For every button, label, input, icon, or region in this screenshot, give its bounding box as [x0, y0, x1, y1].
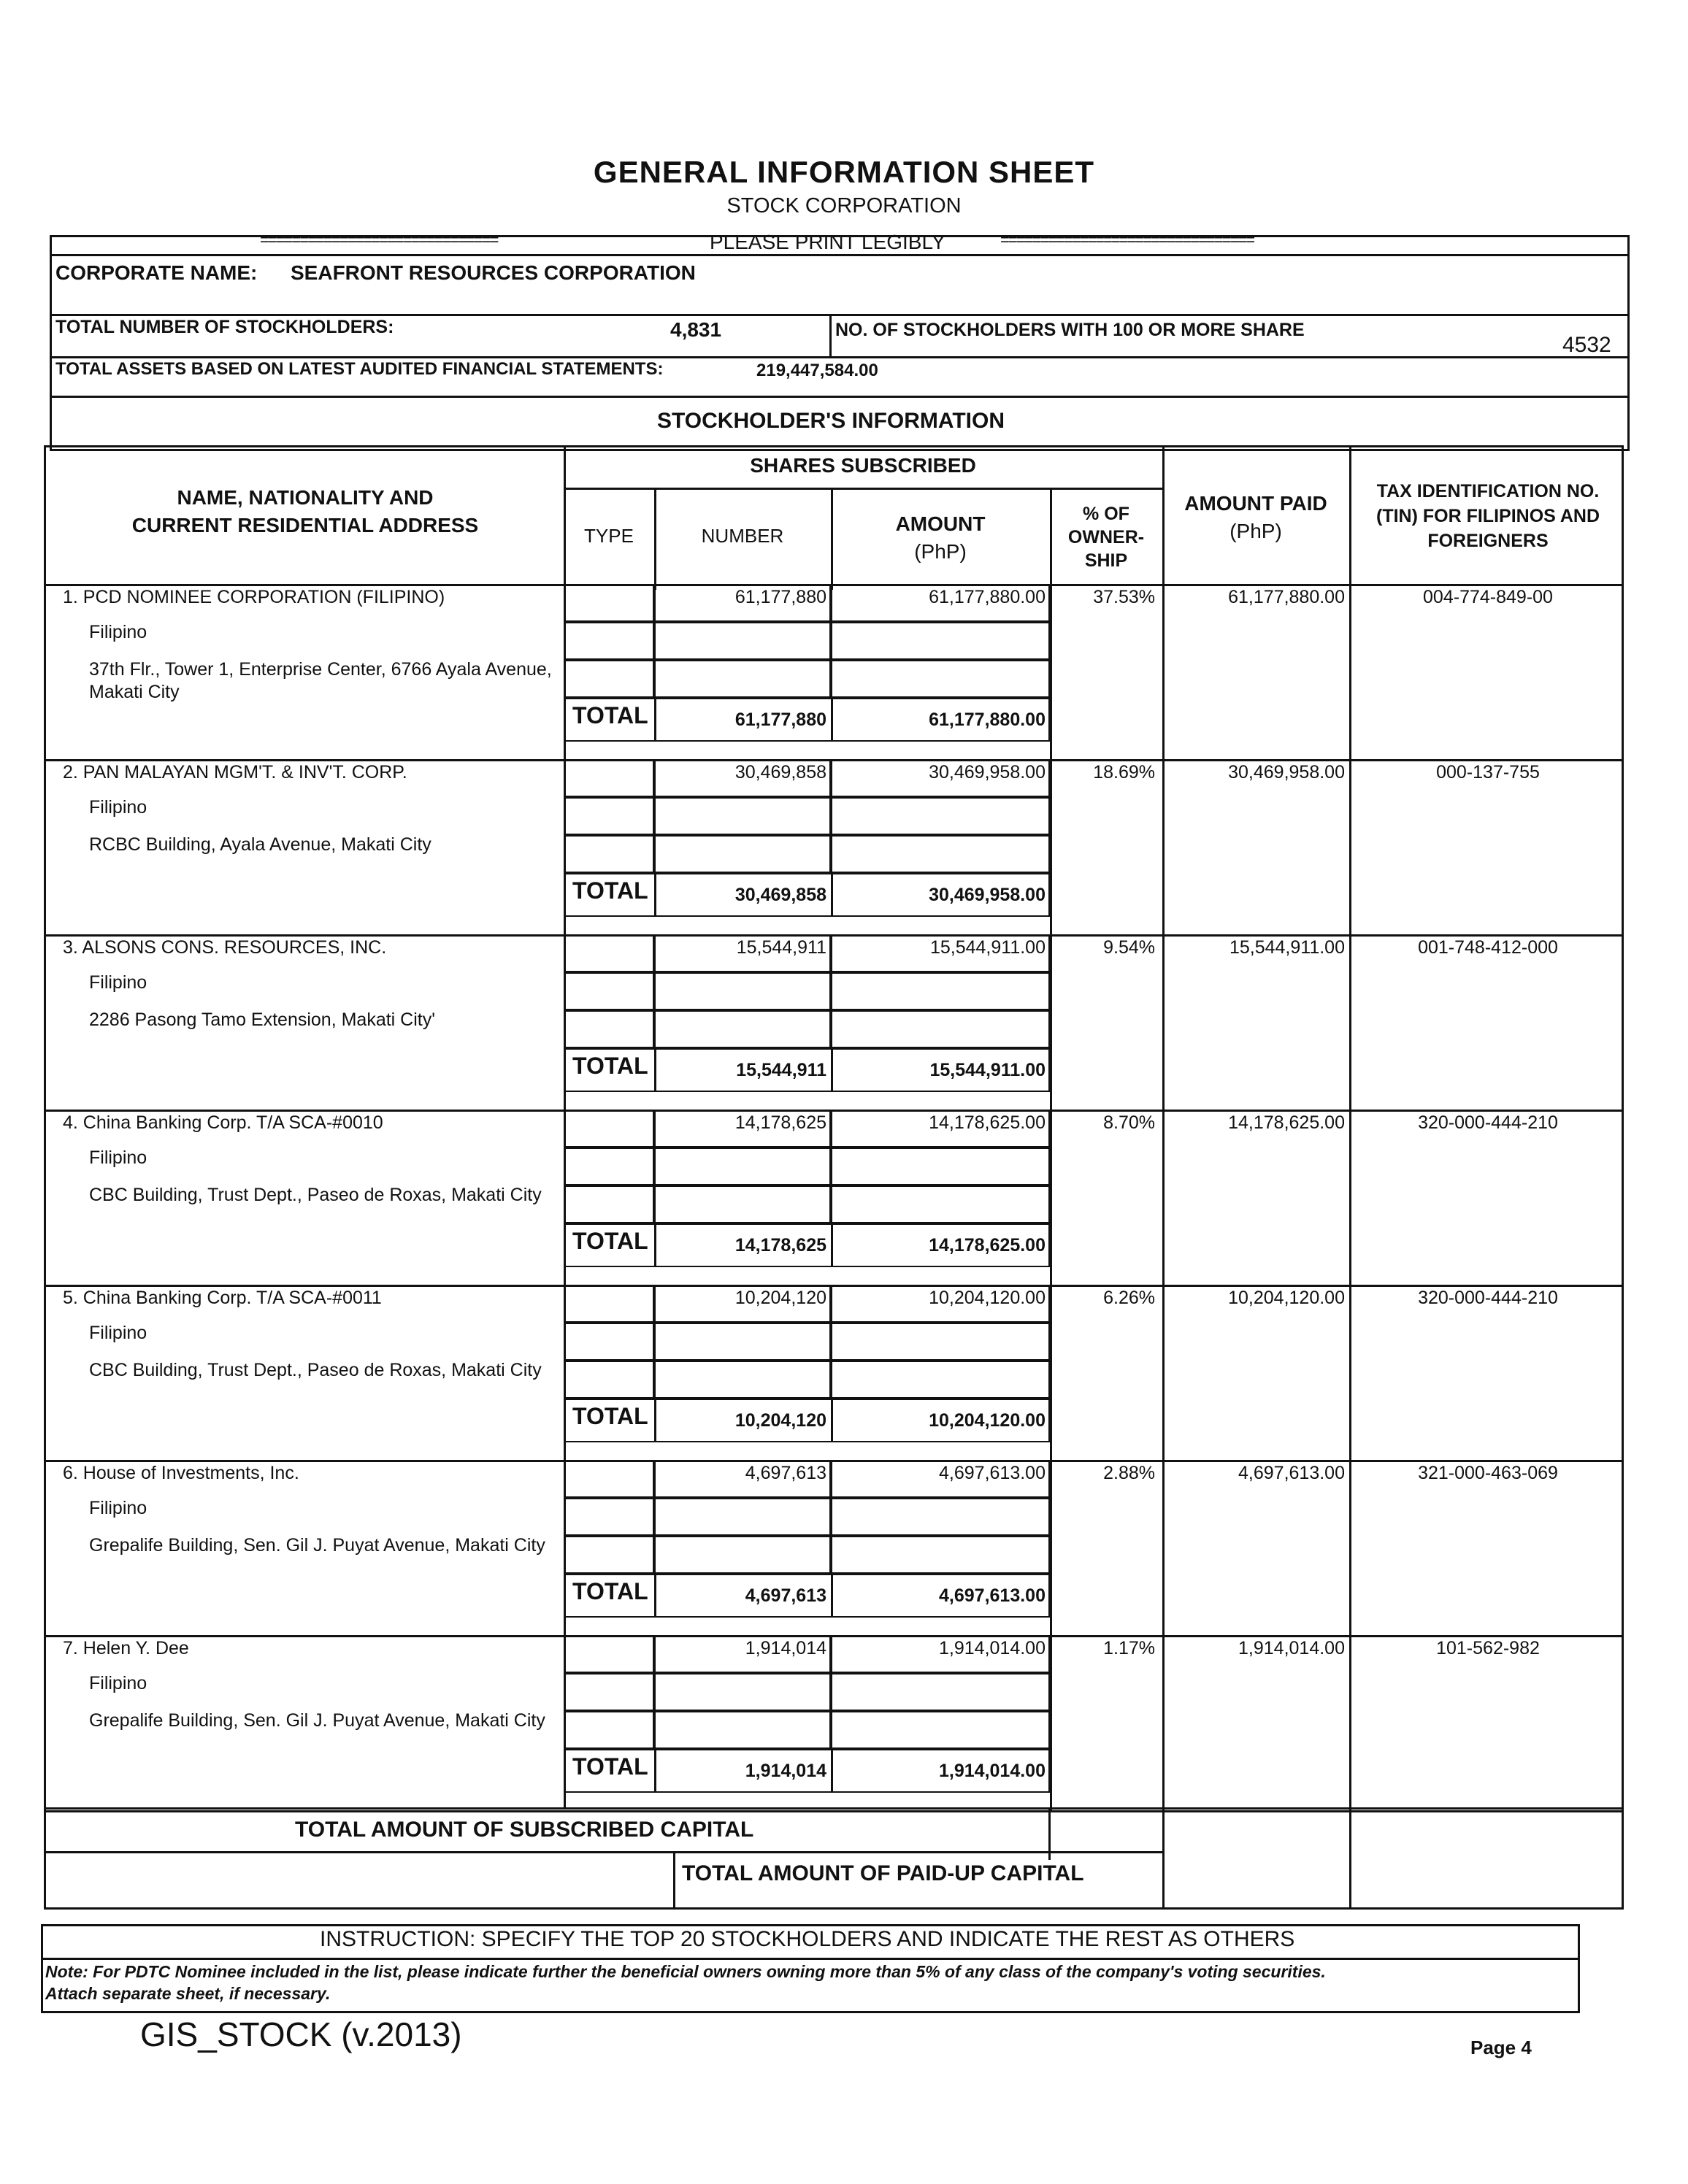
equals-right: ================================: [1000, 231, 1254, 249]
amount-paid: 10,204,120.00: [1228, 1288, 1345, 1308]
ownership-percent: 8.70%: [1103, 1112, 1155, 1133]
total-number: 10,204,120: [734, 1410, 826, 1431]
col-tin-header-3: FOREIGNERS: [1427, 531, 1549, 551]
ownership-percent: 9.54%: [1103, 937, 1155, 958]
col-paid-header-1: AMOUNT PAID: [1184, 492, 1327, 515]
stockholder-address: 37th Flr., Tower 1, Enterprise Center, 6766 Ayala Avenue, Makati City: [89, 659, 552, 702]
amount-cell: [831, 1361, 1050, 1399]
type-cell: [564, 622, 654, 660]
amount-cell: [831, 622, 1050, 660]
col-divider: [654, 1223, 656, 1267]
stockholder-nationality: Filipino: [89, 797, 147, 818]
stockholder-nationality: Filipino: [89, 1147, 147, 1168]
instruction-title: INSTRUCTION: SPECIFY THE TOP 20 STOCKHOLDERS AND INDICATE THE REST AS OTHERS: [320, 1927, 1295, 1951]
amount-paid: 15,544,911.00: [1229, 937, 1345, 958]
divider: [44, 1851, 1162, 1853]
number-cell: [654, 835, 831, 873]
amount-cell: [831, 1498, 1050, 1536]
type-cell: [564, 972, 654, 1010]
divider: [829, 314, 832, 356]
col-divider: [831, 698, 833, 742]
tin-number: 320-000-444-210: [1418, 1288, 1558, 1308]
block-divider: [44, 1810, 1624, 1812]
shares-amount: 10,204,120.00: [929, 1288, 1046, 1308]
stockholder-address: 2286 Pasong Tamo Extension, Makati City': [89, 1010, 436, 1030]
tin-number: 101-562-982: [1436, 1638, 1540, 1658]
type-cell: [564, 1498, 654, 1536]
amount-paid: 30,469,958.00: [1228, 762, 1345, 783]
type-cell: [564, 1110, 654, 1147]
stockholder-nationality: Filipino: [89, 1673, 147, 1693]
col-divider: [654, 1048, 656, 1092]
number-cell: [654, 1498, 831, 1536]
stockholder-nationality: Filipino: [89, 1323, 147, 1343]
type-cell: [564, 1185, 654, 1223]
col-divider: [831, 1574, 833, 1618]
stockholder-address: CBC Building, Trust Dept., Paseo de Roxas, Makati City: [89, 1360, 542, 1380]
amount-cell: [831, 660, 1050, 698]
type-cell: [564, 835, 654, 873]
type-cell: [564, 1147, 654, 1185]
amount-cell: [831, 1010, 1050, 1048]
col-divider: [654, 1749, 656, 1793]
number-cell: [654, 1361, 831, 1399]
total-stockholders-value: 4,831: [670, 318, 722, 341]
tin-number: 000-137-755: [1436, 762, 1540, 783]
corporate-name-value: SEAFRONT RESOURCES CORPORATION: [291, 261, 696, 284]
stockholder-name: 7. Helen Y. Dee: [63, 1638, 189, 1658]
total-assets-label: TOTAL ASSETS BASED ON LATEST AUDITED FINANCIAL STATEMENTS:: [55, 359, 664, 379]
type-cell: [564, 934, 654, 972]
total-amount: 30,469,958.00: [929, 885, 1046, 905]
type-cell: [564, 1673, 654, 1711]
document-title: GENERAL INFORMATION SHEET: [593, 155, 1095, 189]
stockholder-nationality: Filipino: [89, 1498, 147, 1518]
col-divider: [1050, 1460, 1052, 1635]
tin-number: 321-000-463-069: [1418, 1463, 1558, 1483]
shares-amount: 15,544,911.00: [929, 937, 1046, 958]
stockholder-name: 3. ALSONS CONS. RESOURCES, INC.: [63, 937, 387, 958]
type-cell: [564, 660, 654, 698]
amount-cell: [831, 1185, 1050, 1223]
type-cell: [564, 1536, 654, 1574]
amount-paid: 61,177,880.00: [1228, 587, 1345, 607]
ownership-percent: 2.88%: [1103, 1463, 1155, 1483]
amount-paid: 14,178,625.00: [1228, 1112, 1345, 1133]
col-divider: [654, 1399, 656, 1442]
col-divider: [831, 1399, 833, 1442]
amount-cell: [831, 1673, 1050, 1711]
amount-cell: [831, 1147, 1050, 1185]
total-number: 15,544,911: [736, 1060, 826, 1080]
total-amount: 10,204,120.00: [929, 1410, 1046, 1431]
total-label: TOTAL: [572, 877, 648, 904]
col-divider: [1050, 759, 1052, 934]
col-tin-header-1: TAX IDENTIFICATION NO.: [1376, 481, 1600, 501]
col-divider: [1050, 584, 1052, 759]
print-legibly-note: PLEASE PRINT LEGIBLY: [710, 231, 945, 253]
col-pct-header-2: OWNER-: [1067, 527, 1145, 547]
amount-cell: [831, 797, 1050, 835]
divider: [44, 1807, 1624, 1810]
number-cell: [654, 1673, 831, 1711]
document-subtitle: STOCK CORPORATION: [726, 194, 962, 218]
col-divider: [654, 1574, 656, 1618]
amount-cell: [831, 972, 1050, 1010]
number-cell: [654, 660, 831, 698]
divider: [50, 314, 1630, 316]
col-divider: [654, 698, 656, 742]
stockholder-nationality: Filipino: [89, 622, 147, 642]
type-cell: [564, 1635, 654, 1673]
col-name-header-1: NAME, NATIONALITY AND: [177, 486, 434, 509]
total-number: 61,177,880: [734, 710, 826, 730]
total-label: TOTAL: [572, 1053, 648, 1079]
total-number: 1,914,014: [745, 1761, 826, 1781]
col-divider: [831, 1048, 833, 1092]
divider: [50, 254, 1630, 256]
total-label: TOTAL: [572, 702, 648, 728]
section-title: STOCKHOLDER'S INFORMATION: [657, 409, 1005, 433]
stockholders-100-value: 4532: [1562, 333, 1611, 357]
type-cell: [564, 1460, 654, 1498]
shares-number: 14,178,625: [734, 1112, 826, 1133]
total-amount: 61,177,880.00: [929, 710, 1046, 730]
col-divider: [1162, 445, 1165, 1910]
stockholder-name: 1. PCD NOMINEE CORPORATION (FILIPINO): [63, 587, 445, 607]
col-divider: [1050, 1110, 1052, 1285]
divider: [50, 356, 1630, 358]
stockholder-address: Grepalife Building, Sen. Gil J. Puyat Avenue, Makati City: [89, 1535, 545, 1556]
total-amount: 15,544,911.00: [929, 1060, 1046, 1080]
stockholder-name: 2. PAN MALAYAN MGM'T. & INV'T. CORP.: [63, 762, 407, 783]
stockholder-nationality: Filipino: [89, 972, 147, 993]
total-stockholders-label: TOTAL NUMBER OF STOCKHOLDERS:: [55, 317, 394, 337]
col-pct-header-1: % OF: [1083, 504, 1129, 524]
col-number-header: NUMBER: [701, 525, 784, 547]
amount-cell: [831, 835, 1050, 873]
total-label: TOTAL: [572, 1403, 648, 1429]
amount-cell: [831, 1536, 1050, 1574]
col-divider: [673, 1851, 675, 1910]
total-amount: 4,697,613.00: [939, 1585, 1046, 1606]
stockholder-name: 5. China Banking Corp. T/A SCA-#0011: [63, 1288, 382, 1308]
col-divider: [1050, 934, 1052, 1110]
total-number: 14,178,625: [734, 1235, 826, 1256]
ownership-percent: 6.26%: [1103, 1288, 1155, 1308]
shares-amount: 1,914,014.00: [939, 1638, 1046, 1658]
type-cell: [564, 1010, 654, 1048]
total-label: TOTAL: [572, 1753, 648, 1780]
type-cell: [564, 1711, 654, 1749]
col-paid-header-2: (PhP): [1229, 520, 1282, 542]
number-cell: [654, 972, 831, 1010]
instruction-note-2: Attach separate sheet, if necessary.: [45, 1984, 331, 2003]
shares-amount: 61,177,880.00: [929, 587, 1046, 607]
type-cell: [564, 1323, 654, 1361]
stockholders-100-label: NO. OF STOCKHOLDERS WITH 100 OR MORE SHARE: [835, 320, 1305, 340]
total-label: TOTAL: [572, 1578, 648, 1604]
subscribed-capital-label: TOTAL AMOUNT OF SUBSCRIBED CAPITAL: [295, 1818, 754, 1842]
shares-amount: 14,178,625.00: [929, 1112, 1046, 1133]
amount-paid: 1,914,014.00: [1238, 1638, 1345, 1658]
type-cell: [564, 759, 654, 797]
total-number: 4,697,613: [745, 1585, 826, 1606]
stockholder-name: 6. House of Investments, Inc.: [63, 1463, 299, 1483]
number-cell: [654, 1185, 831, 1223]
total-amount: 14,178,625.00: [929, 1235, 1046, 1256]
number-cell: [654, 1323, 831, 1361]
paid-up-capital-label: TOTAL AMOUNT OF PAID-UP CAPITAL: [682, 1861, 1084, 1885]
col-amount-header-1: AMOUNT: [895, 512, 986, 535]
col-divider: [831, 1749, 833, 1793]
tin-number: 320-000-444-210: [1418, 1112, 1558, 1133]
amount-cell: [831, 1323, 1050, 1361]
total-assets-value: 219,447,584.00: [756, 361, 878, 380]
divider: [564, 488, 1162, 490]
ownership-percent: 1.17%: [1103, 1638, 1155, 1658]
page-number: Page 4: [1470, 2037, 1532, 2058]
shares-amount: 4,697,613.00: [939, 1463, 1046, 1483]
col-type-header: TYPE: [584, 525, 634, 547]
type-cell: [564, 1285, 654, 1323]
equals-left: ==============================: [260, 231, 498, 249]
shares-subscribed-header: SHARES SUBSCRIBED: [750, 454, 976, 477]
number-cell: [654, 1711, 831, 1749]
shares-number: 61,177,880: [734, 587, 826, 607]
amount-cell: [831, 1711, 1050, 1749]
total-amount: 1,914,014.00: [939, 1761, 1046, 1781]
number-cell: [654, 797, 831, 835]
stockholder-address: CBC Building, Trust Dept., Paseo de Roxas, Makati City: [89, 1185, 542, 1205]
col-divider: [654, 873, 656, 917]
total-number: 30,469,858: [734, 885, 826, 905]
shares-amount: 30,469,958.00: [929, 762, 1046, 783]
col-name-header-2: CURRENT RESIDENTIAL ADDRESS: [131, 514, 479, 537]
number-cell: [654, 1536, 831, 1574]
col-amount-header-2: (PhP): [914, 540, 967, 563]
shares-number: 1,914,014: [745, 1638, 826, 1658]
col-divider: [1050, 1285, 1052, 1460]
corporate-name-label: CORPORATE NAME:: [55, 261, 258, 284]
type-cell: [564, 1361, 654, 1399]
col-divider: [1349, 445, 1351, 1910]
col-pct-header-3: SHIP: [1084, 550, 1128, 571]
stockholder-name: 4. China Banking Corp. T/A SCA-#0010: [63, 1112, 383, 1133]
shares-number: 4,697,613: [745, 1463, 826, 1483]
col-divider: [1050, 1635, 1052, 1810]
number-cell: [654, 622, 831, 660]
stockholder-address: Grepalife Building, Sen. Gil J. Puyat Avenue, Makati City: [89, 1710, 545, 1731]
ownership-percent: 37.53%: [1093, 587, 1155, 607]
divider: [50, 396, 1630, 398]
col-divider: [831, 1223, 833, 1267]
form-id: GIS_STOCK (v.2013): [140, 2015, 462, 2053]
shares-number: 15,544,911: [736, 937, 826, 958]
tin-number: 001-748-412-000: [1418, 937, 1558, 958]
number-cell: [654, 1147, 831, 1185]
type-cell: [564, 797, 654, 835]
tin-number: 004-774-849-00: [1423, 587, 1553, 607]
total-label: TOTAL: [572, 1228, 648, 1254]
shares-number: 30,469,858: [734, 762, 826, 783]
number-cell: [654, 1010, 831, 1048]
shares-number: 10,204,120: [734, 1288, 826, 1308]
col-tin-header-2: (TIN) FOR FILIPINOS AND: [1376, 506, 1600, 526]
stockholder-address: RCBC Building, Ayala Avenue, Makati City: [89, 834, 431, 855]
divider: [41, 1958, 1580, 1960]
type-cell: [564, 584, 654, 622]
ownership-percent: 18.69%: [1093, 762, 1155, 783]
amount-paid: 4,697,613.00: [1238, 1463, 1345, 1483]
col-divider: [831, 873, 833, 917]
instruction-note-1: Note: For PDTC Nominee included in the list, please indicate further the beneficial owners owning more than 5% of any class of the company's voting securities.: [45, 1962, 1326, 1981]
